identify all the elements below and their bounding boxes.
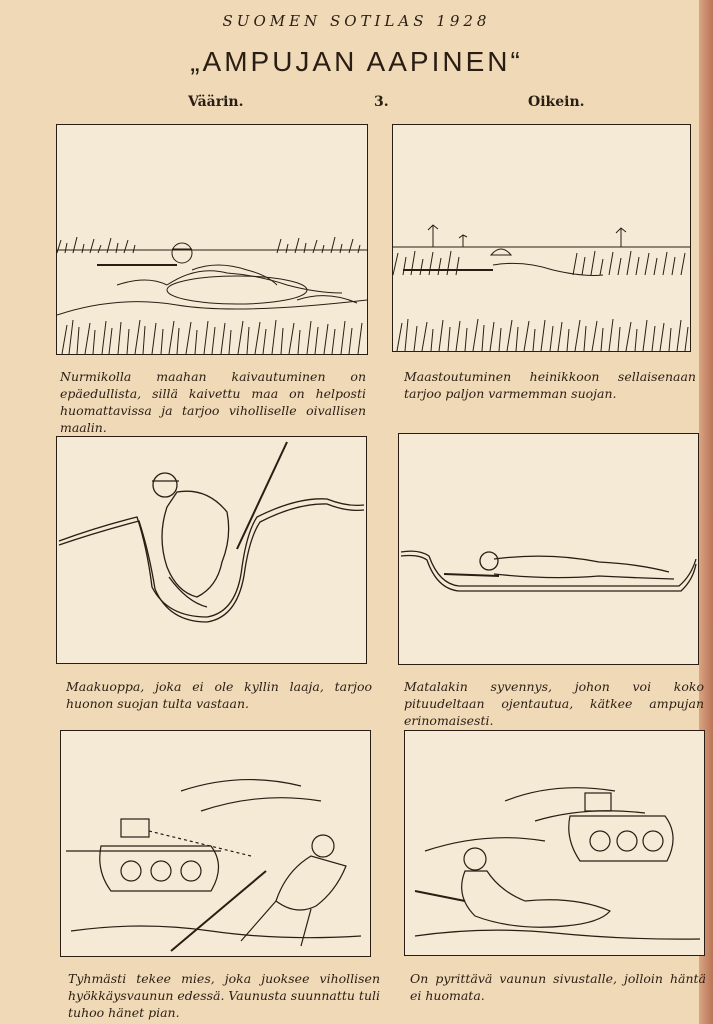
page-title: „AMPUJAN AAPINEN“ <box>190 46 523 77</box>
panel-3-illustration <box>56 436 367 664</box>
label-right: Oikein. <box>528 94 585 110</box>
soldier-beside-tank-drawing <box>405 731 704 955</box>
caption-6: On pyrittävä vaunun sivustalle, jolloin häntä ei huomata. <box>410 971 706 1003</box>
dug-in-soldier-drawing <box>57 125 367 354</box>
prone-soldier-in-grass-drawing <box>393 125 690 351</box>
label-number: 3. <box>374 94 389 110</box>
soldier-running-from-tank-drawing <box>61 731 370 956</box>
caption-4: Matalakin syvennys, johon voi koko pituudeltaan ojentautua, kätkee ampujan erinomaisesti. <box>404 679 704 728</box>
soldier-in-shallow-trench-drawing <box>399 434 698 664</box>
soldier-in-pit-drawing <box>57 437 366 663</box>
panel-2-illustration <box>392 124 691 352</box>
panel-4-illustration <box>398 433 699 665</box>
running-head: SUOMEN SOTILAS 1928 <box>222 12 491 30</box>
label-wrong: Väärin. <box>188 94 244 110</box>
caption-1: Nurmikolla maahan kaivautuminen on epäedullista, sillä kaivettu maa on helposti huomattavissa ja tarjoo viholliselle oivallisen maalin. <box>60 369 366 435</box>
panel-1-illustration <box>56 124 368 355</box>
panel-6-illustration <box>404 730 705 956</box>
caption-3: Maakuoppa, joka ei ole kyllin laaja, tarjoo huonon suojan tulta vastaan. <box>66 679 372 711</box>
caption-5: Tyhmästi tekee mies, joka juoksee vihollisen hyökkäysvaunun edessä. Vaunusta suunnattu tuli tuhoo hänet pian. <box>68 971 380 1020</box>
panel-5-illustration <box>60 730 371 957</box>
caption-2: Maastoutuminen heinikkoon sellaisenaan tarjoo paljon varmemman suojan. <box>404 369 696 401</box>
